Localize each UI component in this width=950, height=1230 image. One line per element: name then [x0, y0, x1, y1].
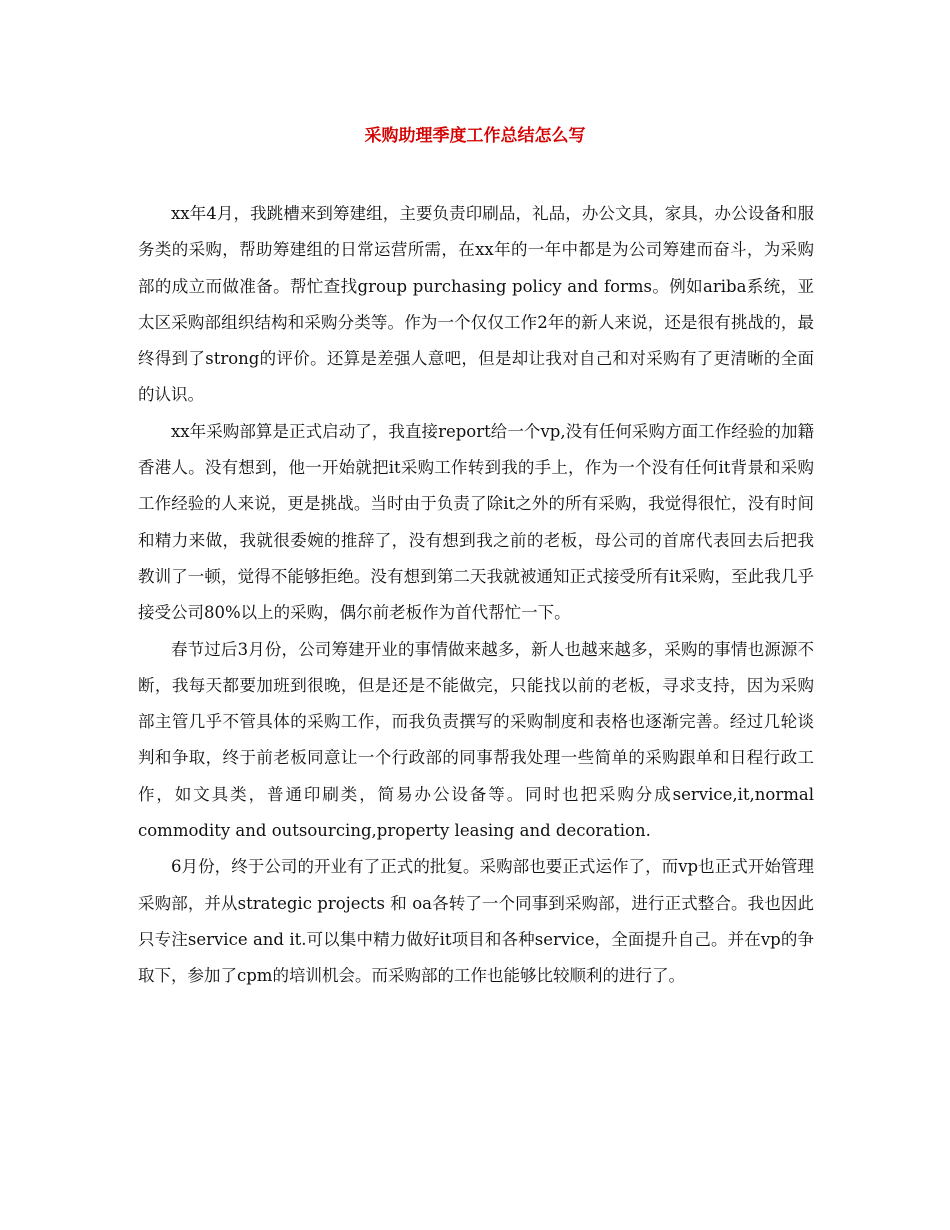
document-body [138, 196, 814, 995]
paragraph-1: xx年4月，我跳槽来到筹建组，主要负责印刷品，礼品，办公文具，家具，办公设备和服务类的采购，帮助筹建组的日常运营所需，在xx年的一年中都是为公司筹建而奋斗，为采购部的成立而做准备。帮忙查找group purchasing policy and forms。例如ariba系统，亚太区采购部组织结构和采购分类等。作为一个仅仅工作2年的新人来说，还是很有挑战的，最终得到了strong的评价。还算是差强人意吧，但是却让我对自己和对采购有了更清晰的全面的认识。 [138, 204, 814, 405]
paragraph-2: xx年采购部算是正式启动了，我直接report给一个vp,没有任何采购方面工作经验的加籍香港人。没有想到，他一开始就把it采购工作转到我的手上，作为一个没有任何it背景和采购工作经验的人来说，更是挑战。当时由于负责了除it之外的所有采购，我觉得很忙，没有时间和精力来做，我就很委婉的推辞了，没有想到我之前的老板，母公司的首席代表回去后把我教训了一顿，觉得不能够拒绝。没有想到第二天我就被通知正式接受所有it采购，至此我几乎接受公司80%以上的采购，偶尔前老板作为首代帮忙一下。 [138, 421, 814, 623]
document-title: 采购助理季度工作总结怎么写 [364, 126, 586, 146]
paragraph-3: 春节过后3月份，公司筹建开业的事情做来越多，新人也越来越多，采购的事情也源源不断，我每天都要加班到很晚，但是还是不能做完，只能找以前的老板，寻求支持，因为采购部主管几乎不管具体的采购工作，而我负责撰写的采购制度和表格也逐渐完善。经过几轮谈判和争取，终于前老板同意让一个行政部的同事帮我处理一些简单的采购跟单和日程行政工作，如文具类，普通印刷类，简易办公设备等。同时也把采购分成service,it,normal commodity and outsourcing,property leasing and decoration. [138, 639, 814, 841]
paragraph-4: 6月份，终于公司的开业有了正式的批复。采购部也要正式运作了，而vp也正式开始管理采购部，并从strategic projects 和 oa各转了一个同事到采购部，进行正式整合。我也因此只专注service and it.可以集中精力做好it项目和各种service，全面提升自己。并在vp的争取下，参加了cpm的培训机会。而采购部的工作也能够比较顺利的进行了。 [138, 857, 814, 986]
